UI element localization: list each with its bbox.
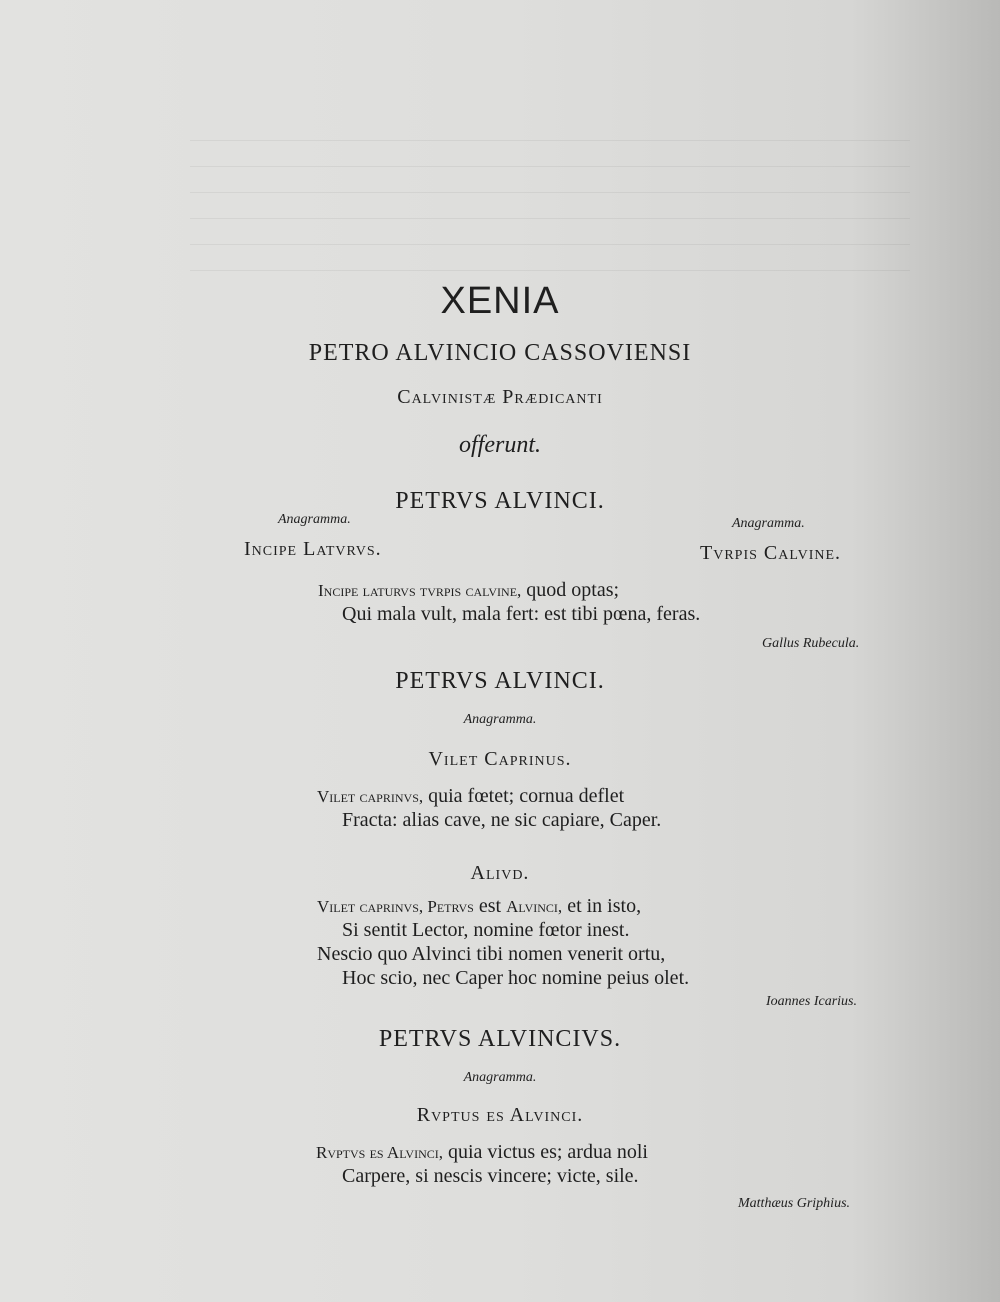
section4-label: Anagramma.: [463, 1070, 537, 1085]
section4-anagram: Rvptus es Alvinci.: [416, 1104, 584, 1126]
section2-verse-2: Fracta: alias cave, ne sic capiare, Caper.: [342, 809, 662, 831]
section1-verse-1: [318, 578, 619, 603]
verse-caps: Vilet caprinvs,: [317, 787, 424, 806]
dedication-offerunt: offerunt.: [459, 432, 541, 458]
verse-text: quia victus es; ardua noli: [443, 1141, 648, 1163]
verse-text: et in isto,: [562, 895, 642, 917]
section4-verse-1: [316, 1140, 648, 1165]
section4-author: Matthæus Griphius.: [738, 1196, 851, 1211]
section1-left-label: Anagramma.: [278, 512, 351, 527]
verse-text: quia fœtet; cornua deflet: [423, 785, 625, 807]
bleed-through-line: [190, 192, 910, 193]
section3-heading: Alivd.: [470, 862, 530, 884]
bleed-through-line: [190, 218, 910, 219]
bleed-through-line: [190, 140, 910, 141]
section1-heading: PETRVS ALVINCI.: [395, 488, 605, 514]
section3-verse-2: Si sentit Lector, nomine fœtor inest.: [342, 919, 630, 941]
section3-author: Ioannes Icarius.: [766, 994, 857, 1009]
verse-caps: Rvptvs es Alvinci,: [316, 1143, 443, 1162]
dedication-name: PETRO ALVINCIO CASSOVIENSI: [308, 340, 692, 366]
section3-verse-4: Hoc scio, nec Caper hoc nomine peius olet.: [342, 967, 690, 989]
verse-caps: Alvinci,: [506, 897, 563, 916]
verse-text: est: [473, 895, 507, 917]
section1-author: Gallus Rubecula.: [762, 636, 860, 651]
section1-right-anagram: Tvrpis Calvine.: [700, 542, 842, 564]
section4-verse-2: Carpere, si nescis vincere; victe, sile.: [342, 1165, 639, 1187]
verse-caps: Vilet caprinvs, Petrvs: [317, 897, 474, 916]
bleed-through-line: [190, 244, 910, 245]
verse-caps: Incipe laturvs tvrpis calvine,: [318, 581, 522, 600]
section2-label: Anagramma.: [463, 712, 537, 727]
section2-heading: PETRVS ALVINCI.: [395, 668, 605, 694]
section1-left-anagram: Incipe Latvrvs.: [244, 538, 382, 560]
section2-anagram: Vilet Caprinus.: [428, 748, 572, 770]
section1-right-label: Anagramma.: [732, 516, 805, 531]
section3-verse-3: Nescio quo Alvinci tibi nomen venerit ortu,: [317, 943, 666, 965]
page-title: XENIA: [440, 280, 560, 322]
verse-text: quod optas;: [521, 579, 620, 601]
bleed-through-line: [190, 166, 910, 167]
section3-verse-1: [317, 894, 641, 919]
section4-heading: PETRVS ALVINCIVS.: [378, 1026, 622, 1052]
bleed-through-line: [190, 270, 910, 271]
dedication-role: Calvinistæ Prædicanti: [397, 386, 603, 408]
section2-verse-1: [317, 784, 624, 809]
section1-verse-2: Qui mala vult, mala fert: est tibi pœna, feras.: [342, 603, 701, 625]
